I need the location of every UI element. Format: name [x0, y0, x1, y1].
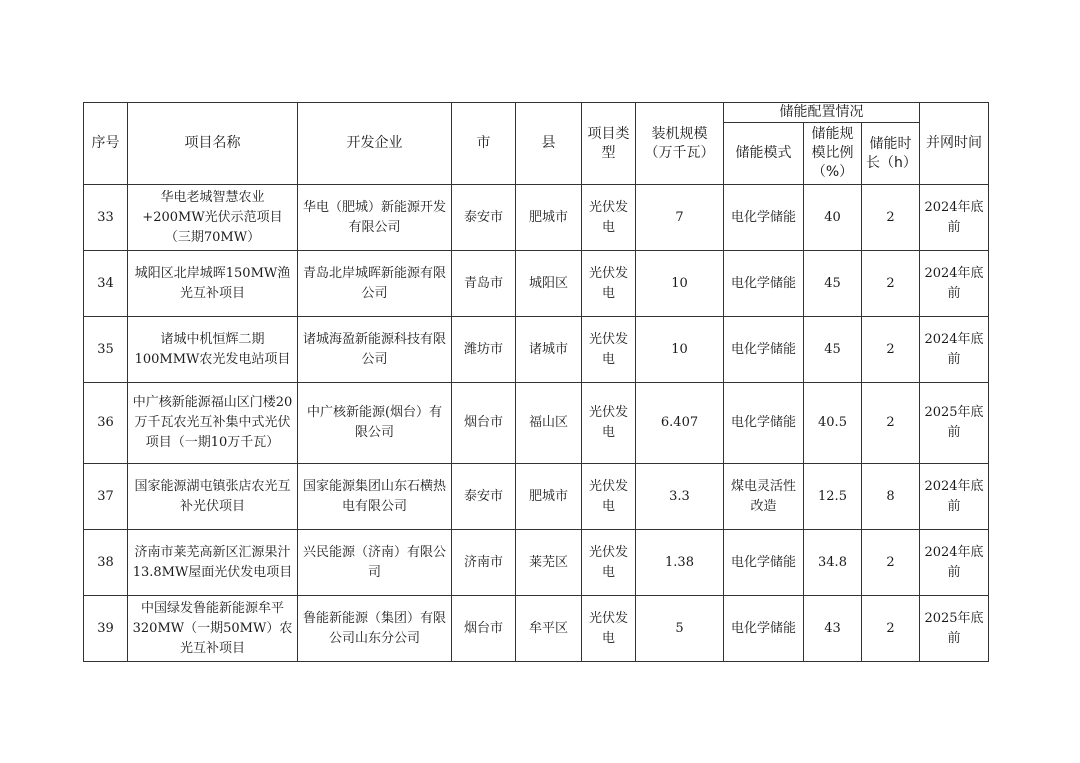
project-table	[83, 102, 989, 662]
cell-seq: 39	[84, 596, 128, 662]
cell-grid: 2024年底前	[920, 530, 989, 596]
cell-company: 诸城海盈新能源科技有限公司	[298, 317, 452, 383]
table-row	[84, 596, 989, 662]
cell-company: 兴民能源（济南）有限公司	[298, 530, 452, 596]
header-capacity: 装机规模（万千瓦）	[636, 103, 724, 185]
cell-mode: 电化学储能	[724, 251, 804, 317]
cell-seq: 35	[84, 317, 128, 383]
cell-company: 中广核新能源(烟台）有限公司	[298, 383, 452, 464]
cell-mode: 电化学储能	[724, 383, 804, 464]
cell-company: 鲁能新能源（集团）有限公司山东分公司	[298, 596, 452, 662]
cell-seq: 38	[84, 530, 128, 596]
cell-seq: 33	[84, 185, 128, 251]
cell-city: 青岛市	[452, 251, 516, 317]
table-row	[84, 185, 989, 251]
cell-seq: 37	[84, 464, 128, 530]
header-storage-duration: 储能时长（h）	[862, 123, 920, 185]
cell-grid: 2024年底前	[920, 317, 989, 383]
cell-name: 诸城中机恒辉二期100MMW农光发电站项目	[128, 317, 298, 383]
cell-mode: 煤电灵活性改造	[724, 464, 804, 530]
cell-capacity: 5	[636, 596, 724, 662]
cell-company: 国家能源集团山东石横热电有限公司	[298, 464, 452, 530]
cell-duration: 2	[862, 185, 920, 251]
cell-county: 莱芜区	[516, 530, 582, 596]
header-company: 开发企业	[298, 103, 452, 185]
table-row	[84, 317, 989, 383]
cell-name: 中国绿发鲁能新能源牟平320MW（一期50MW）农光互补项目	[128, 596, 298, 662]
cell-duration: 2	[862, 251, 920, 317]
cell-county: 牟平区	[516, 596, 582, 662]
cell-capacity: 1.38	[636, 530, 724, 596]
cell-ratio: 40	[804, 185, 862, 251]
cell-county: 肥城市	[516, 185, 582, 251]
cell-city: 潍坊市	[452, 317, 516, 383]
cell-seq: 34	[84, 251, 128, 317]
cell-county: 诸城市	[516, 317, 582, 383]
cell-duration: 2	[862, 383, 920, 464]
header-type: 项目类型	[582, 103, 636, 185]
cell-county: 城阳区	[516, 251, 582, 317]
cell-duration: 2	[862, 317, 920, 383]
cell-ratio: 45	[804, 317, 862, 383]
cell-capacity: 10	[636, 317, 724, 383]
cell-company: 华电（肥城）新能源开发有限公司	[298, 185, 452, 251]
cell-grid: 2024年底前	[920, 464, 989, 530]
header-name: 项目名称	[128, 103, 298, 185]
cell-capacity: 6.407	[636, 383, 724, 464]
header-county: 县	[516, 103, 582, 185]
cell-duration: 2	[862, 596, 920, 662]
header-city: 市	[452, 103, 516, 185]
cell-capacity: 3.3	[636, 464, 724, 530]
cell-duration: 2	[862, 530, 920, 596]
cell-mode: 电化学储能	[724, 596, 804, 662]
cell-mode: 电化学储能	[724, 185, 804, 251]
header-storage-mode: 储能模式	[724, 123, 804, 185]
cell-name: 城阳区北岸城晖150MW渔光互补项目	[128, 251, 298, 317]
cell-company: 青岛北岸城晖新能源有限公司	[298, 251, 452, 317]
header-storage-group: 储能配置情况	[724, 103, 920, 123]
table-row	[84, 464, 989, 530]
cell-name: 济南市莱芜高新区汇源果汁13.8MW屋面光伏发电项目	[128, 530, 298, 596]
cell-capacity: 10	[636, 251, 724, 317]
header-storage-ratio: 储能规模比例（%）	[804, 123, 862, 185]
cell-type: 光伏发电	[582, 317, 636, 383]
cell-mode: 电化学储能	[724, 530, 804, 596]
cell-grid: 2024年底前	[920, 251, 989, 317]
cell-city: 烟台市	[452, 596, 516, 662]
cell-ratio: 45	[804, 251, 862, 317]
cell-grid: 2024年底前	[920, 185, 989, 251]
cell-type: 光伏发电	[582, 530, 636, 596]
cell-seq: 36	[84, 383, 128, 464]
cell-county: 肥城市	[516, 464, 582, 530]
cell-grid: 2025年底前	[920, 383, 989, 464]
cell-mode: 电化学储能	[724, 317, 804, 383]
cell-ratio: 34.8	[804, 530, 862, 596]
cell-grid: 2025年底前	[920, 596, 989, 662]
cell-type: 光伏发电	[582, 464, 636, 530]
cell-city: 泰安市	[452, 185, 516, 251]
cell-city: 烟台市	[452, 383, 516, 464]
cell-name: 华电老城智慧农业+200MW光伏示范项目（三期70MW）	[128, 185, 298, 251]
cell-duration: 8	[862, 464, 920, 530]
cell-county: 福山区	[516, 383, 582, 464]
cell-type: 光伏发电	[582, 185, 636, 251]
cell-name: 国家能源湖屯镇张店农光互补光伏项目	[128, 464, 298, 530]
header-grid-time: 并网时间	[920, 103, 989, 185]
cell-ratio: 43	[804, 596, 862, 662]
cell-city: 泰安市	[452, 464, 516, 530]
cell-ratio: 12.5	[804, 464, 862, 530]
cell-type: 光伏发电	[582, 596, 636, 662]
cell-type: 光伏发电	[582, 383, 636, 464]
table-row	[84, 383, 989, 464]
header-seq: 序号	[84, 103, 128, 185]
cell-name: 中广核新能源福山区门楼20万千瓦农光互补集中式光伏项目（一期10万千瓦）	[128, 383, 298, 464]
cell-capacity: 7	[636, 185, 724, 251]
table-row	[84, 251, 989, 317]
cell-city: 济南市	[452, 530, 516, 596]
table-row	[84, 530, 989, 596]
cell-ratio: 40.5	[804, 383, 862, 464]
cell-type: 光伏发电	[582, 251, 636, 317]
